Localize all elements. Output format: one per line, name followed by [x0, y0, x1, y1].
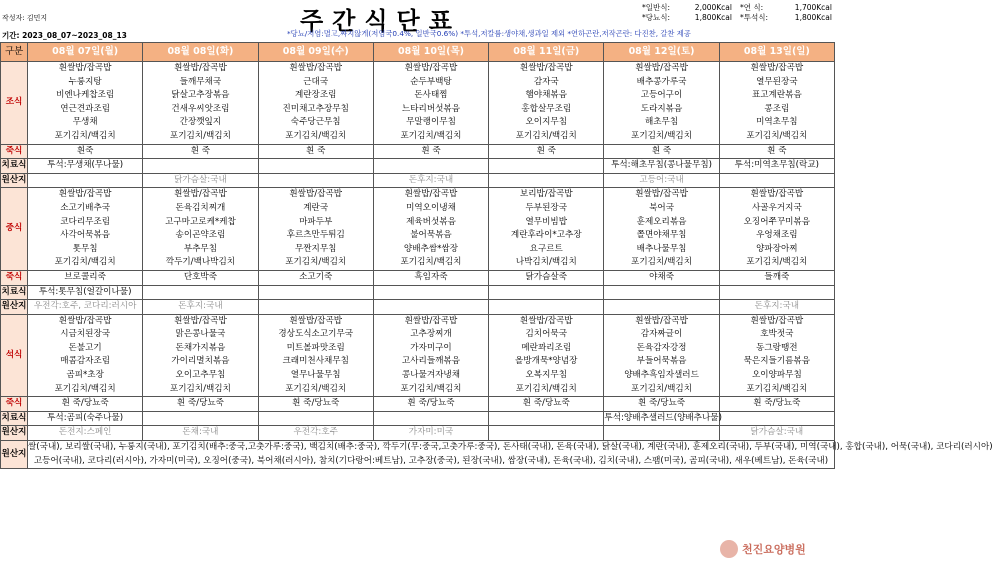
menu-item: 계란장조림 [294, 90, 337, 101]
menu-item: 열무비빔밥 [525, 216, 568, 227]
menu-cell [258, 62, 373, 145]
menu-item: 흰쌀밥/잡곡밥 [289, 63, 343, 73]
therapy-cell [258, 411, 373, 426]
therapy-cell [604, 285, 719, 300]
menu-item: 진미채고추장무침 [282, 103, 349, 114]
menu-item: 흰쌀밥/잡곡밥 [58, 315, 112, 326]
porridge-cell: 흰 죽 [143, 144, 258, 159]
menu-item: 미트볼파맛조림 [286, 342, 345, 353]
menu-item: 곰피*초장 [66, 370, 104, 381]
porridge-cell: 흰 죽/당뇨죽 [28, 397, 143, 412]
therapy-label: 치료식 [1, 159, 28, 174]
footer-origin-line: 고등어(국내), 코다리(러시아), 가자미(미국), 오징어(중국), 북어채(러시아), 참치(기다랑어:베트남), 고추장(중국), 된장(국내), 쌈장(국내), 돈육(국내), 김치(국내), 스팸(미국), 곰피(국내), 새우(베트남), 돈육(국내) [33, 455, 829, 466]
menu-item: 포기김치/백김치 [515, 383, 577, 394]
menu-cell [604, 188, 719, 271]
menu-cell [28, 188, 143, 271]
menu-item: 돈육김치찌개 [175, 202, 226, 213]
therapy-cell [373, 159, 488, 174]
day-header: 08월 13일(일) [719, 43, 834, 62]
menu-item: 흰쌀밥/잡곡밥 [404, 63, 458, 73]
menu-item: 닭살고추장볶음 [171, 90, 230, 101]
gubun-header: 구분 [1, 43, 28, 62]
menu-cell [489, 314, 604, 397]
origin-cell: 가자미:미국 [373, 426, 488, 441]
origin-cell: 돈채:국내 [143, 426, 258, 441]
porridge-cell: 흰 죽/당뇨죽 [719, 397, 834, 412]
menu-item: 포기김치/백김치 [285, 383, 347, 394]
therapy-cell: 투석:양배추샐러드(양배추나물) [604, 411, 719, 426]
porridge-cell: 흰 죽/당뇨죽 [373, 397, 488, 412]
porridge-label: 죽식 [1, 144, 28, 159]
origin-cell [373, 300, 488, 315]
menu-item: 포기김치/백김치 [285, 257, 347, 268]
menu-item: 열무나물무침 [290, 370, 341, 381]
menu-item: 흰쌀밥/잡곡밥 [519, 315, 573, 326]
origin-cell [489, 173, 604, 188]
menu-item: 무짠지무침 [294, 243, 337, 254]
menu-item: 경상도식소고기무국 [278, 329, 354, 340]
porridge-cell: 흰 죽 [604, 144, 719, 159]
menu-item: 계란후라이*고추장 [510, 230, 582, 241]
menu-item: 포기김치/백김치 [746, 257, 808, 268]
therapy-cell: 투석:톳무침(얼갈이나물) [28, 285, 143, 300]
menu-item: 후르츠만두튀김 [286, 230, 345, 241]
menu-item: 미역초무침 [756, 117, 798, 128]
menu-item: 콩나물겨자냉채 [401, 370, 461, 381]
menu-item: 부추무침 [183, 243, 218, 254]
menu-item: 고등어구이 [640, 90, 683, 101]
therapy-cell [373, 285, 488, 300]
menu-item: 사각어묵볶음 [60, 230, 111, 241]
menu-item: 배추콩가루국 [636, 76, 687, 87]
porridge-cell: 흰 죽/당뇨죽 [258, 397, 373, 412]
origin-cell [719, 173, 834, 188]
origin-cell: 닭가슴살:국내 [143, 173, 258, 188]
menu-item: 시금치된장국 [60, 329, 111, 340]
menu-item: 올방개묵*양념장 [515, 356, 578, 367]
origin-cell [28, 173, 143, 188]
menu-item: 들깨무채국 [179, 76, 222, 87]
origin-label: 원산지 [1, 300, 28, 315]
menu-item: 오이양파무침 [751, 370, 802, 381]
menu-item: 고추장찌개 [410, 329, 452, 340]
menu-item: 미역오이냉채 [406, 202, 456, 213]
menu-item: 포기김치/백김치 [746, 130, 808, 141]
menu-item: 우엉채조림 [756, 230, 798, 241]
menu-item: 두부된장국 [525, 202, 568, 213]
menu-item: 배추나물무침 [636, 243, 687, 254]
therapy-cell [719, 285, 834, 300]
menu-item: 호박젓국 [760, 329, 794, 340]
hospital-logo [720, 540, 806, 558]
menu-item: 흰쌀밥/잡곡밥 [404, 189, 458, 200]
menu-item: 흰쌀밥/잡곡밥 [174, 189, 227, 200]
porridge-cell: 들깨죽 [719, 270, 834, 285]
origin-cell [489, 300, 604, 315]
therapy-label: 치료식 [1, 285, 28, 300]
day-header: 08월 09일(수) [258, 43, 373, 62]
menu-item: 오징어쭈꾸미볶음 [743, 216, 811, 227]
therapy-cell [719, 411, 834, 426]
porridge-cell: 흰 죽/당뇨죽 [143, 397, 258, 412]
origin-label: 원산지 [1, 173, 28, 188]
menu-cell [143, 62, 258, 145]
menu-table [0, 42, 993, 469]
menu-item: 크래미천사채무침 [282, 356, 349, 367]
menu-item: 포기김치/백김치 [169, 383, 231, 394]
menu-item: 홍합살무조림 [521, 103, 572, 114]
menu-cell [719, 188, 834, 271]
day-header: 08월 12일(토) [604, 43, 719, 62]
menu-item: 메란꽈리조림 [521, 342, 572, 353]
menu-item: 포기김치/백김치 [54, 257, 116, 268]
menu-item: 가자미구이 [410, 342, 452, 353]
menu-item: 콩조림 [764, 103, 790, 114]
menu-item: 감자국 [533, 76, 559, 87]
hospital-name: 천진요양병원 [742, 543, 806, 556]
footer-origin-text [28, 441, 993, 469]
meal-label-lunch: 중식 [1, 188, 28, 271]
menu-item: 포기김치/백김치 [400, 130, 462, 141]
menu-item: 포기김치/백김치 [631, 130, 693, 141]
porridge-cell: 브로콜리죽 [28, 270, 143, 285]
origin-cell: 우전각:호주, 코다리:러시아 [28, 300, 143, 315]
menu-cell [719, 62, 834, 145]
porridge-label: 죽식 [1, 270, 28, 285]
menu-item: 마파두부 [299, 216, 333, 227]
menu-item: 감자짜글이 [640, 329, 683, 340]
menu-item: 흰쌀밥/잡곡밥 [750, 189, 804, 200]
footer-origin-label: 원산지 [1, 441, 28, 469]
menu-cell [373, 188, 488, 271]
therapy-cell [258, 285, 373, 300]
origin-cell: 고등어:국내 [604, 173, 719, 188]
menu-item: 고구마고로케*케찹 [165, 216, 236, 227]
porridge-cell: 야채죽 [604, 270, 719, 285]
menu-item: 흰쌀밥/잡곡밥 [635, 189, 688, 200]
menu-cell [258, 314, 373, 397]
therapy-cell [489, 159, 604, 174]
porridge-label: 죽식 [1, 397, 28, 412]
menu-item: 누룽지탕 [68, 76, 102, 87]
origin-cell: 돈후지:국내 [719, 300, 834, 315]
origin-cell: 닭가슴살:국내 [719, 426, 834, 441]
menu-item: 순두부백탕 [410, 76, 452, 87]
menu-cell [143, 314, 258, 397]
origin-cell [489, 426, 604, 441]
therapy-cell [489, 285, 604, 300]
origin-cell: 돈후지:국내 [143, 300, 258, 315]
menu-item: 양배추쌈*쌈장 [403, 243, 459, 254]
porridge-cell: 소고기죽 [258, 270, 373, 285]
menu-item: 흰쌀밥/잡곡밥 [58, 189, 112, 200]
kcal-left: *일반식: 2,000Kcal *당뇨식: 1,800Kcal [642, 3, 732, 22]
therapy-cell [143, 159, 258, 174]
menu-item: 포기김치/백김치 [515, 130, 577, 141]
origin-cell: 돈후지:국내 [373, 173, 488, 188]
menu-item: 근대국 [303, 76, 329, 87]
day-header: 08월 10일(목) [373, 43, 488, 62]
porridge-cell: 단호박죽 [143, 270, 258, 285]
menu-item: 흰쌀밥/잡곡밥 [404, 315, 458, 326]
menu-item: 흰쌀밥/잡곡밥 [750, 63, 804, 73]
menu-item: 깍두기/백나박김치 [165, 257, 236, 268]
menu-item: 쫄면야채무침 [636, 230, 687, 241]
menu-item: 요구르트 [529, 243, 563, 254]
menu-item: 해초무침 [644, 117, 679, 128]
porridge-cell: 흰죽 [28, 144, 143, 159]
menu-item: 무생채 [72, 117, 98, 128]
menu-item: 건새우씨앗조림 [171, 103, 230, 114]
menu-item: 고사리들깨볶음 [401, 356, 461, 367]
writer: 작성자: 김민지 [2, 14, 48, 22]
menu-item: 돈채가지볶음 [175, 342, 226, 353]
menu-cell [604, 314, 719, 397]
menu-item: 양배추흑임자샐러드 [624, 370, 699, 381]
menu-cell [28, 62, 143, 145]
menu-cell [373, 62, 488, 145]
porridge-cell: 흰 죽 [373, 144, 488, 159]
menu-item: 포기김치/백김치 [54, 130, 116, 141]
menu-item: 포기김치/백김치 [400, 257, 462, 268]
menu-item: 표고계란볶음 [751, 90, 802, 101]
menu-item: 북어국 [649, 202, 674, 213]
kcal-right: *연 식: 1,700Kcal *투석식: 1,800Kcal [740, 3, 832, 22]
hospital-seal-icon [720, 540, 738, 558]
menu-item: 포기김치/백김치 [631, 257, 693, 268]
menu-item: 흰쌀밥/잡곡밥 [635, 63, 688, 73]
footer-origin-line: 쌀(국내), 보리쌀(국내), 누룽지(국내), 포기김치(배추:중국,고춧가루:중국), 백김치(배추:중국), 깍두기(무:중국,고춧가루:중국), 돈사태(국내), 돈육(국내), 닭살(국내), 계란(국내), 훈제오리(국내), 두부(국내), 미역(국내), 홍합(국내), 어묵(국내), 코다리(러시아) [28, 442, 993, 453]
menu-item: 불어묵볶음 [410, 230, 452, 241]
menu-item: 맑은콩나물국 [175, 329, 226, 340]
menu-item: 햄야채볶음 [525, 90, 568, 101]
menu-item: 포기김치/백김치 [631, 383, 693, 394]
therapy-cell [143, 411, 258, 426]
porridge-cell: 흰 죽 [719, 144, 834, 159]
header [0, 0, 835, 42]
diet-note: *당뇨/저염:멸고,짜지않게(저염국0.4%, 일반국0.6%) *투석,저칼륨:생야채,생과일 제외 *연하곤란,저작곤란: 다진찬, 갈찬 제공 [287, 29, 691, 38]
origin-cell [604, 426, 719, 441]
meal-label-breakfast: 조식 [1, 62, 28, 145]
menu-item: 톳무침 [72, 243, 98, 254]
menu-cell [143, 188, 258, 271]
menu-item: 포기김치/백김치 [169, 130, 231, 141]
menu-cell [373, 314, 488, 397]
menu-item: 흰쌀밥/잡곡밥 [289, 315, 343, 326]
menu-item: 제육버섯볶음 [406, 216, 456, 227]
menu-item: 나박김치/백김치 [515, 257, 577, 268]
menu-item: 매콤감자조림 [60, 356, 111, 367]
menu-item: 돈육감자강정 [636, 342, 687, 353]
therapy-cell: 투석:무생채(무나물) [28, 159, 143, 174]
menu-item: 돈사태찜 [414, 90, 448, 101]
menu-item: 오이지무침 [525, 117, 568, 128]
menu-item: 포기김치/백김치 [746, 383, 808, 394]
menu-item: 무말랭이무침 [406, 117, 456, 128]
menu-item: 동그랑땡전 [756, 342, 798, 353]
menu-item: 연근견과조림 [60, 103, 111, 114]
menu-item: 오복지무침 [525, 370, 568, 381]
menu-item: 송이곤약조림 [175, 230, 226, 241]
porridge-cell: 닭가슴살죽 [489, 270, 604, 285]
page-title: 주간식단표 [300, 6, 461, 35]
menu-item: 보리밥/잡곡밥 [519, 189, 573, 200]
menu-item: 흰쌀밥/잡곡밥 [750, 315, 804, 326]
menu-item: 흰쌀밥/잡곡밥 [635, 315, 688, 326]
menu-item: 오이고추무침 [175, 370, 226, 381]
menu-item: 흰쌀밥/잡곡밥 [58, 63, 112, 73]
day-header: 08월 08일(화) [143, 43, 258, 62]
meal-label-dinner: 석식 [1, 314, 28, 397]
porridge-cell: 흰 죽/당뇨죽 [604, 397, 719, 412]
menu-item: 돈불고기 [68, 342, 102, 353]
day-header: 08월 07일(월) [28, 43, 143, 62]
menu-item: 훈제오리볶음 [636, 216, 687, 227]
origin-cell: 돈전지:스페인 [28, 426, 143, 441]
menu-item: 열무된장국 [756, 76, 798, 87]
menu-cell [719, 314, 834, 397]
menu-cell [489, 62, 604, 145]
menu-item: 가이리멸치볶음 [171, 356, 230, 367]
menu-item: 포기김치/백김치 [54, 383, 116, 394]
therapy-cell [258, 159, 373, 174]
porridge-cell: 흰 죽 [489, 144, 604, 159]
origin-cell [258, 173, 373, 188]
origin-cell [258, 300, 373, 315]
menu-item: 양파장아찌 [756, 243, 798, 254]
menu-item: 흰쌀밥/잡곡밥 [174, 63, 227, 73]
menu-cell [258, 188, 373, 271]
menu-item: 포기김치/백김치 [285, 130, 347, 141]
menu-item: 김치어묵국 [525, 329, 568, 340]
menu-item: 느타리버섯볶음 [401, 103, 461, 114]
menu-item: 도라지볶음 [640, 103, 683, 114]
menu-item: 코다리무조림 [60, 216, 111, 227]
menu-item: 흰쌀밥/잡곡밥 [519, 63, 573, 73]
menu-cell [28, 314, 143, 397]
menu-cell [604, 62, 719, 145]
therapy-cell: 투석:해초무침(콩나물무침) [604, 159, 719, 174]
therapy-cell: 투석:미역초무침(락교) [719, 159, 834, 174]
porridge-cell: 흰 죽/당뇨죽 [489, 397, 604, 412]
menu-item: 간장깻잎지 [179, 117, 222, 128]
menu-item: 흰쌀밥/잡곡밥 [289, 189, 343, 200]
menu-item: 소고기배추국 [60, 202, 111, 213]
origin-label: 원산지 [1, 426, 28, 441]
menu-item: 계란국 [303, 202, 329, 213]
menu-item: 포기김치/백김치 [400, 383, 462, 394]
therapy-cell [489, 411, 604, 426]
origin-cell: 우전각:호주 [258, 426, 373, 441]
period: 기간: 2023_08_07~2023_08_13 [2, 31, 127, 40]
therapy-cell: 투석:곰피(숙주나물) [28, 411, 143, 426]
day-header: 08월 11일(금) [489, 43, 604, 62]
menu-item: 부들어묵볶음 [636, 356, 687, 367]
porridge-cell: 흑임자죽 [373, 270, 488, 285]
menu-cell [489, 188, 604, 271]
menu-item: 흰쌀밥/잡곡밥 [174, 315, 227, 326]
therapy-label: 치료식 [1, 411, 28, 426]
menu-item: 사골우거지국 [751, 202, 802, 213]
therapy-cell [143, 285, 258, 300]
origin-cell [604, 300, 719, 315]
menu-item: 묵은지들기름볶음 [743, 356, 811, 367]
therapy-cell [373, 411, 488, 426]
menu-item: 숙주당근무침 [290, 117, 341, 128]
porridge-cell: 흰 죽 [258, 144, 373, 159]
menu-item: 비엔나케찹조림 [56, 90, 115, 101]
